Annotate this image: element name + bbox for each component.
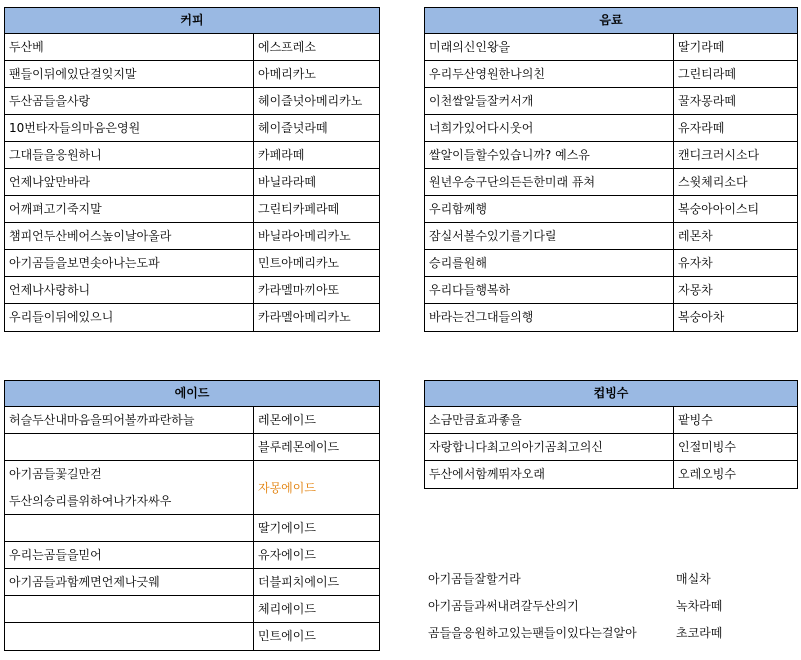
extra-row-menu-item: 매실차 <box>676 572 711 586</box>
coffee-row <box>5 61 379 88</box>
coffee-row-label: 두산곰들을사랑 <box>5 88 254 114</box>
extra-row <box>428 566 722 593</box>
drinks-row-menu-item: 자몽차 <box>678 283 713 297</box>
coffee-row-label: 팬들이뒤에있단걸잊지말 <box>5 61 254 87</box>
drinks-row-label: 우리함께행 <box>425 196 674 222</box>
ade-row-menu-item: 딸기에이드 <box>258 521 316 535</box>
drinks-row <box>425 34 797 61</box>
ade-table <box>4 380 380 651</box>
coffee-row-label: 언제나사랑하니 <box>5 277 254 303</box>
drinks-row <box>425 169 797 196</box>
extra-row <box>428 620 722 647</box>
coffee-row-menu-item: 바닐라아메리카노 <box>258 229 351 243</box>
drinks-row-label: 우리두산영원한나의친 <box>425 61 674 87</box>
ade-row-label: 아기곰들과함께면언제나긋웨 <box>5 569 254 595</box>
bingsu-row-menu-item: 팥빙수 <box>678 413 713 427</box>
coffee-row-label: 그대들을응원하니 <box>5 142 254 168</box>
coffee-row-label: 어깨펴고기죽지말 <box>5 196 254 222</box>
drinks-row-label: 원년우승구단의든든한미래 퓨쳐 <box>425 169 674 195</box>
ade-row <box>5 596 379 623</box>
drinks-row-menu-item: 복숭아차 <box>678 310 725 324</box>
ade-rows <box>5 407 379 650</box>
drinks-row-menu-item: 유자라떼 <box>678 121 725 135</box>
bingsu-rows <box>425 407 797 488</box>
ade-merged-label <box>5 461 254 514</box>
drinks-row-menu-item: 캔디크러시소다 <box>678 148 760 162</box>
drinks-row-menu-item: 복숭아아이스티 <box>678 202 760 216</box>
drinks-row <box>425 277 797 304</box>
ade-row-label <box>5 596 254 622</box>
drinks-row <box>425 142 797 169</box>
drinks-rows <box>425 34 797 331</box>
coffee-row-menu-item: 바닐라라떼 <box>258 175 316 189</box>
drinks-row-menu-item: 딸기라떼 <box>678 40 725 54</box>
ade-row <box>5 569 379 596</box>
coffee-table <box>4 7 380 332</box>
coffee-row-label: 언제나앞만바라 <box>5 169 254 195</box>
ade-row-label <box>5 434 254 460</box>
bingsu-row-label: 소금만큼효과좋을 <box>425 407 674 433</box>
ade-row <box>5 542 379 569</box>
coffee-row-menu-item: 민트아메리카노 <box>258 256 340 270</box>
drinks-row <box>425 115 797 142</box>
ade-merged-label-bottom: 두산의승리를위하여나가자싸우 <box>9 493 172 508</box>
drinks-row-menu-item: 꿀자몽라떼 <box>678 94 736 108</box>
coffee-row-menu-item: 헤이즐넛아메리카노 <box>258 94 363 108</box>
bingsu-row-menu-item: 오레오빙수 <box>678 467 736 481</box>
drinks-table <box>424 7 798 332</box>
ade-row <box>5 407 379 434</box>
drinks-row <box>425 250 797 277</box>
bingsu-row-menu-item: 인절미빙수 <box>678 440 736 454</box>
extra-row-menu-item: 초코라떼 <box>676 626 723 640</box>
ade-row-label: 허슬두산내마음을띄어볼까파란하늘 <box>5 407 254 433</box>
coffee-row-label: 우리들이뒤에있으니 <box>5 304 254 331</box>
coffee-rows <box>5 34 379 331</box>
drinks-header: 음료 <box>425 8 797 34</box>
coffee-row-label: 챔피언두산베어스높이날아올라 <box>5 223 254 249</box>
coffee-row <box>5 115 379 142</box>
drinks-row-label: 쌀알이들할수있습니까? 예스유 <box>425 142 674 168</box>
bingsu-row <box>425 434 797 461</box>
coffee-row-menu-item: 아메리카노 <box>258 67 316 81</box>
drinks-row <box>425 88 797 115</box>
coffee-row-label: 아기곰들을보면솟아나는도파 <box>5 250 254 276</box>
ade-row-label: 우리는곰들을믿어 <box>5 542 254 568</box>
drinks-row <box>425 196 797 223</box>
drinks-row-label: 이천쌀알들잘커서개 <box>425 88 674 114</box>
coffee-row <box>5 304 379 331</box>
coffee-row-label: 두산베 <box>5 34 254 60</box>
coffee-row <box>5 142 379 169</box>
drinks-row-menu-item: 유자차 <box>678 256 713 270</box>
ade-row-menu-item: 더블피치에이드 <box>258 575 340 589</box>
bingsu-table <box>424 380 798 489</box>
coffee-row <box>5 88 379 115</box>
ade-row-menu-item: 레몬에이드 <box>258 413 316 427</box>
ade-row <box>5 434 379 461</box>
coffee-row-menu-item: 카라멜마끼아또 <box>258 283 340 297</box>
coffee-row-menu-item: 그린티카페라떼 <box>258 202 340 216</box>
bingsu-row-label: 두산에서함께뛰자오래 <box>425 461 674 488</box>
ade-row-menu-item: 체리에이드 <box>258 602 316 616</box>
coffee-row-menu-item: 헤이즐넛라떼 <box>258 121 328 135</box>
drinks-row <box>425 304 797 331</box>
coffee-row <box>5 250 379 277</box>
coffee-row-menu-item: 에스프레소 <box>258 40 316 54</box>
drinks-row-label: 바라는건그대들의행 <box>425 304 674 331</box>
bingsu-row <box>425 461 797 488</box>
extra-row-menu-item: 녹차라떼 <box>676 599 723 613</box>
bingsu-header: 컵빙수 <box>425 381 797 407</box>
ade-row-menu-item: 민트에이드 <box>258 629 316 643</box>
drinks-row <box>425 223 797 250</box>
bingsu-row <box>425 407 797 434</box>
bingsu-row-label: 자랑합니다최고의아기곰최고의신 <box>425 434 674 460</box>
ade-merged-row <box>5 461 379 515</box>
ade-merged-label-top: 아기곰들꽃길만걷 <box>9 467 102 481</box>
coffee-row-menu-item: 카페라떼 <box>258 148 305 162</box>
coffee-row-label: 10번타자들의마음은영원 <box>5 115 254 141</box>
ade-header: 에이드 <box>5 381 379 407</box>
drinks-row <box>425 61 797 88</box>
drinks-row-label: 미래의신인왕을 <box>425 34 674 60</box>
coffee-row <box>5 34 379 61</box>
ade-row-label <box>5 515 254 541</box>
ade-merged-menu-item: 자몽에이드 <box>258 481 316 495</box>
extra-row-label: 곰들을응원하고있는팬들이있다는걸알아 <box>428 626 637 640</box>
extra-row-label: 아기곰들과써내려갈두산의기 <box>428 599 579 613</box>
coffee-row <box>5 169 379 196</box>
ade-row <box>5 623 379 650</box>
ade-row-menu-item: 유자에이드 <box>258 548 316 562</box>
extra-list <box>428 566 722 647</box>
coffee-row <box>5 196 379 223</box>
drinks-row-label: 승리를원해 <box>425 250 674 276</box>
extra-row <box>428 593 722 620</box>
coffee-row <box>5 277 379 304</box>
ade-row-label <box>5 623 254 650</box>
coffee-row <box>5 223 379 250</box>
drinks-row-menu-item: 레몬차 <box>678 229 713 243</box>
extra-row-label: 아기곰들잘할거라 <box>428 572 521 586</box>
ade-row-menu-item: 블루레몬에이드 <box>258 440 340 454</box>
coffee-row-menu-item: 카라멜아메리카노 <box>258 310 351 324</box>
drinks-row-label: 우리다들행복하 <box>425 277 674 303</box>
drinks-row-label: 잠실서볼수있기를기다릴 <box>425 223 674 249</box>
drinks-row-label: 너희가있어다시웃어 <box>425 115 674 141</box>
ade-row <box>5 515 379 542</box>
drinks-row-menu-item: 그린티라떼 <box>678 67 736 81</box>
drinks-row-menu-item: 스윗체리소다 <box>678 175 748 189</box>
coffee-header: 커피 <box>5 8 379 34</box>
